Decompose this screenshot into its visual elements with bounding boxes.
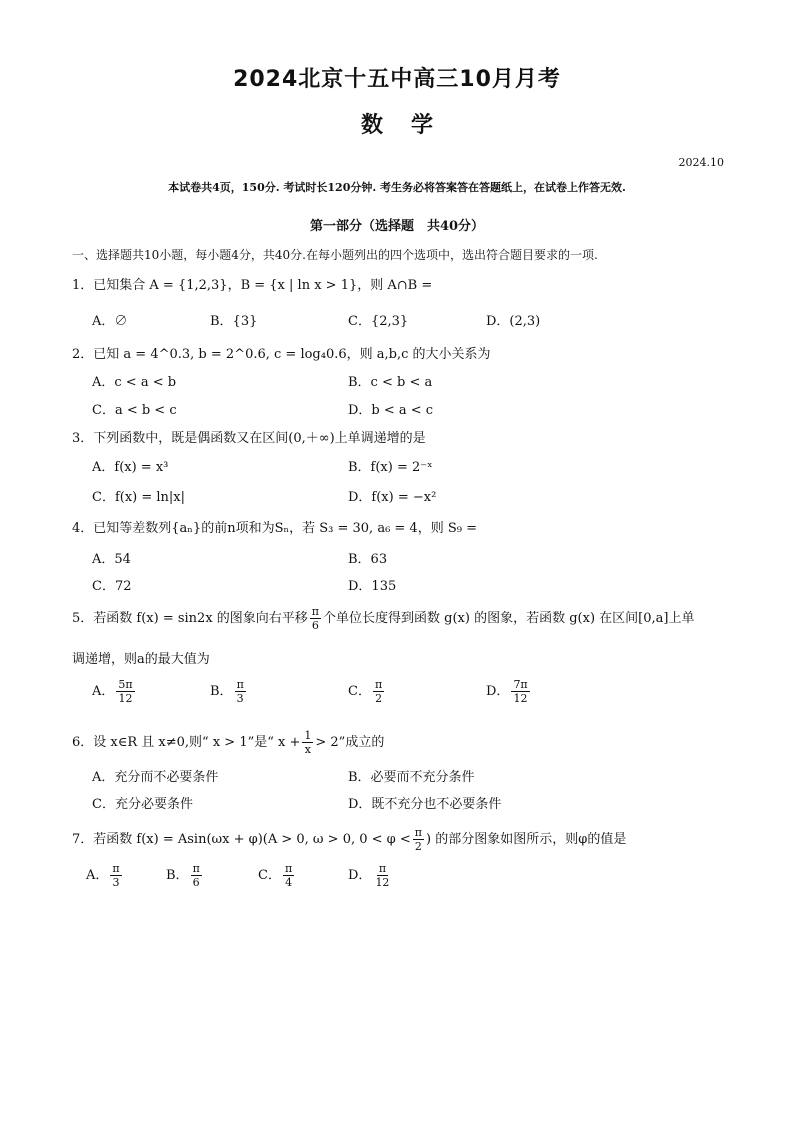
question-stem-continued: 调递增，则a的最大值为 bbox=[72, 652, 210, 667]
fraction: $\frac{\pi}{3}$ bbox=[112, 862, 120, 889]
option-a: A．c < a < b bbox=[92, 375, 177, 390]
fraction: $\frac{\pi}{6}$ bbox=[192, 862, 200, 889]
question-stem: 已知等差数列{aₙ}的前n项和为Sₙ，若 S₃ = 30, a₆ = 4，则 S₉ = bbox=[93, 521, 477, 536]
option-a: A． $\frac{5\pi}{12}$ bbox=[92, 678, 133, 705]
option-b: B．f(x) = 2⁻ˣ bbox=[348, 460, 433, 475]
question-4 bbox=[72, 517, 477, 536]
question-stem-part: 设 x∈R 且 x≠0,则“ x > 1”是“ x + bbox=[93, 735, 301, 750]
option-b: B． $\frac{\pi}{6}$ bbox=[166, 862, 200, 889]
option-d: D．f(x) = −x² bbox=[348, 490, 437, 505]
option-d: D．b < a < c bbox=[348, 403, 434, 418]
question-1 bbox=[72, 274, 432, 293]
option-c: C．a < b < c bbox=[92, 403, 177, 418]
option-d: D．既不充分也不必要条件 bbox=[348, 797, 502, 812]
option-a: A．54 bbox=[92, 552, 131, 567]
fraction: $\frac{\pi}{3}$ bbox=[236, 678, 244, 705]
fraction: $\frac{\pi}{6}$ bbox=[311, 605, 320, 632]
option-b: B． $\frac{\pi}{3}$ bbox=[210, 678, 244, 705]
question-6 bbox=[72, 729, 384, 756]
option-b: B．必要而不充分条件 bbox=[348, 770, 475, 785]
fraction: $\frac{\pi}{12}$ bbox=[375, 862, 390, 889]
option-a: A．f(x) = x³ bbox=[92, 460, 169, 475]
question-7 bbox=[72, 826, 626, 853]
question-stem-part: 若函数 f(x) = sin2x 的图象向右平移 bbox=[93, 611, 308, 626]
question-stem-part: > 2”成立的 bbox=[315, 735, 385, 750]
section-instructions: 一、选择题共10小题，每小题4分，共40分.在每小题列出的四个选项中，选出符合题目要求的一项. bbox=[72, 248, 598, 262]
part-heading: 第一部分（选择题 共40分） bbox=[309, 219, 485, 234]
option-a: A． $\frac{\pi}{3}$ bbox=[86, 862, 120, 889]
option-d: D． $\frac{7\pi}{12}$ bbox=[486, 678, 528, 705]
question-2 bbox=[72, 343, 491, 362]
question-stem: 下列函数中，既是偶函数又在区间(0,＋∞)上单调递增的是 bbox=[93, 431, 426, 446]
fraction: $\frac{5\pi}{12}$ bbox=[118, 678, 133, 705]
fraction: $\frac{\pi}{2}$ bbox=[374, 678, 383, 705]
question-number: 6． bbox=[72, 735, 94, 750]
question-stem-part: 个单位长度得到函数 g(x) 的图象，若函数 g(x) 在区间[0,a]上单 bbox=[323, 611, 695, 626]
exam-date: 2024.10 bbox=[678, 156, 724, 169]
question-number: 2． bbox=[72, 347, 94, 362]
option-b: B．63 bbox=[348, 552, 388, 567]
question-stem-part: 若函数 f(x) = Asin(ωx + φ)(A > 0, ω > 0, 0 < φ < bbox=[93, 832, 411, 847]
subject-title: 数学 bbox=[360, 113, 461, 138]
question-3 bbox=[72, 427, 426, 446]
question-number: 3． bbox=[72, 431, 94, 446]
option-a: A．∅ bbox=[92, 314, 128, 329]
option-d: D．(2,3) bbox=[486, 314, 541, 329]
exam-notice: 本试卷共4页，150分. 考试时长120分钟. 考生务必将答案答在答题纸上，在试卷上作答无效. bbox=[168, 181, 626, 194]
question-number: 7． bbox=[72, 832, 94, 847]
option-d: D． $\frac{\pi}{12}$ bbox=[348, 862, 390, 889]
question-stem: 已知 a = 4^0.3, b = 2^0.6, c = log₄0.6，则 a,b,c 的大小关系为 bbox=[93, 347, 491, 362]
option-d: D．135 bbox=[348, 579, 397, 594]
exam-title: 2024北京十五中高三10月月考 bbox=[233, 67, 561, 92]
question-stem: 已知集合 A = {1,2,3}，B = {x | ln x > 1}，则 A∩B = bbox=[93, 278, 433, 293]
question-number: 5． bbox=[72, 611, 94, 626]
fraction: $\frac{1}{x}$ bbox=[304, 729, 312, 756]
option-c: C．{2,3} bbox=[348, 314, 409, 329]
option-b: B．{3} bbox=[210, 314, 258, 329]
question-stem-part: ) 的部分图象如图所示，则φ的值是 bbox=[426, 832, 627, 847]
option-b: B．c < b < a bbox=[348, 375, 433, 390]
option-a: A．充分而不必要条件 bbox=[92, 770, 219, 785]
fraction: $\frac{\pi}{2}$ bbox=[414, 826, 423, 853]
option-c: C．充分必要条件 bbox=[92, 797, 193, 812]
question-number: 1． bbox=[72, 278, 94, 293]
question-number: 4． bbox=[72, 521, 94, 536]
fraction: $\frac{\pi}{4}$ bbox=[284, 862, 293, 889]
option-c: C． $\frac{\pi}{4}$ bbox=[258, 862, 293, 889]
option-c: C．f(x) = ln|x| bbox=[92, 490, 186, 505]
question-5 bbox=[72, 605, 694, 632]
fraction: $\frac{7\pi}{12}$ bbox=[513, 678, 528, 705]
option-c: C． $\frac{\pi}{2}$ bbox=[348, 678, 383, 705]
option-c: C．72 bbox=[92, 579, 132, 594]
